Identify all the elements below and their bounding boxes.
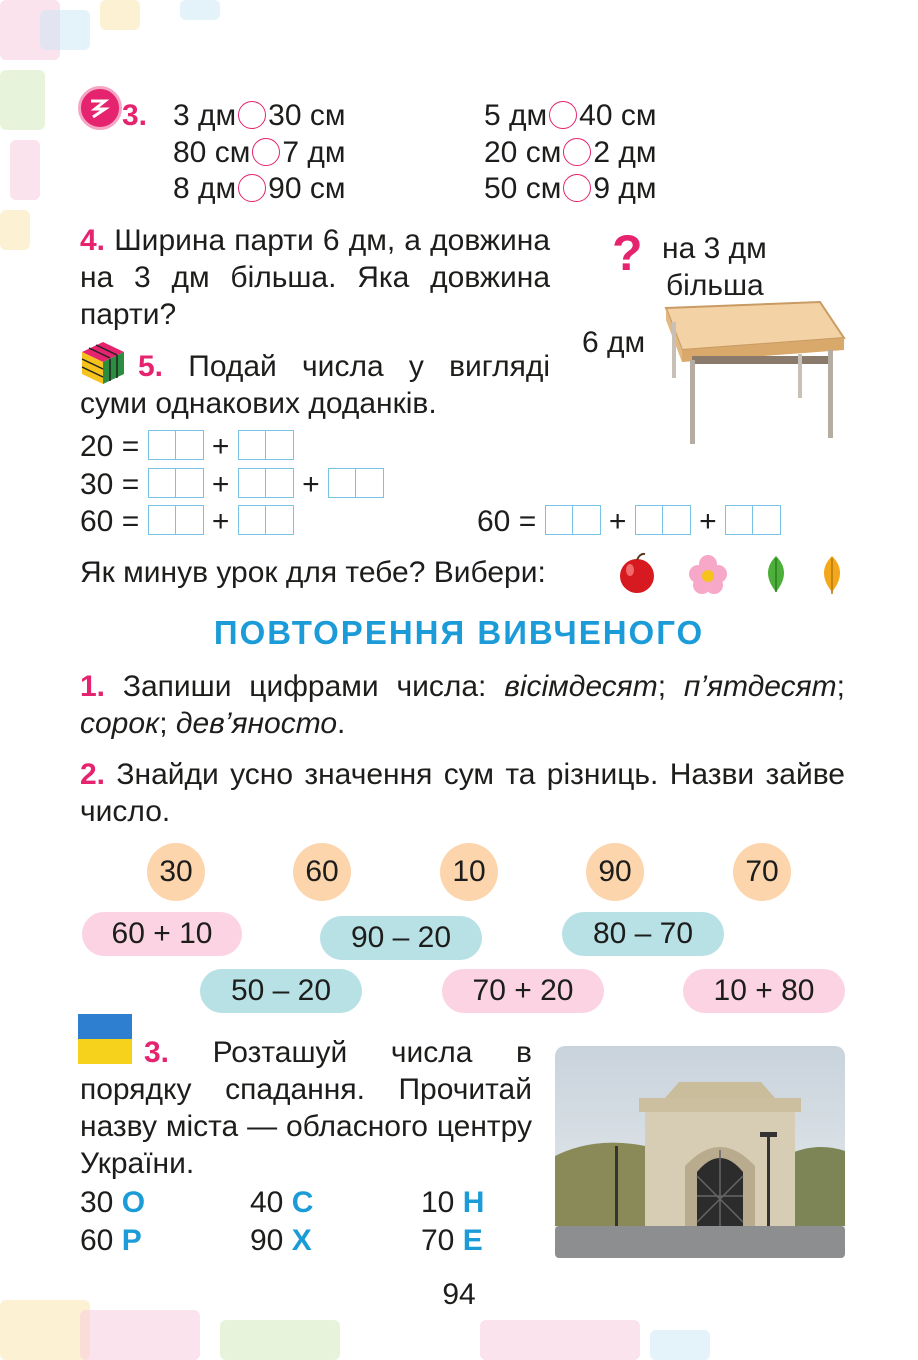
sum-number: 20 = <box>80 430 140 463</box>
compare-circle[interactable] <box>238 101 266 129</box>
page-number: 94 <box>442 1278 476 1311</box>
sum-row <box>477 503 781 540</box>
number-circle[interactable]: 60 <box>293 843 351 901</box>
word-eighty: вісімдесят <box>504 670 658 703</box>
answer-box[interactable] <box>545 505 601 535</box>
ex3-term: 90 см <box>268 172 346 205</box>
separator: ; <box>159 707 176 740</box>
sum-number: 60 = <box>477 505 537 538</box>
plus-sign: + <box>211 468 230 501</box>
ex3-term: 40 см <box>579 99 657 132</box>
number-letter-pair <box>250 1184 313 1221</box>
sum-row <box>80 428 294 465</box>
ex3-row <box>484 97 657 134</box>
city-gate-photo <box>555 1046 845 1258</box>
plus-sign: + <box>211 505 230 538</box>
ex4-body: Ширина парти 6 дм, а довжина на 3 дм більша. Яка довжина парти? <box>80 224 551 331</box>
compare-circle[interactable] <box>563 138 591 166</box>
number-circle[interactable]: 30 <box>147 843 205 901</box>
expression-pill[interactable]: 10 + 80 <box>683 969 845 1013</box>
compare-circle[interactable] <box>238 174 266 202</box>
separator: . <box>337 707 346 740</box>
pair-number: 10 <box>421 1186 455 1219</box>
pair-number: 40 <box>250 1186 284 1219</box>
yellow-leaf-icon[interactable] <box>824 556 840 594</box>
pair-number: 30 <box>80 1186 114 1219</box>
pair-letter: Р <box>121 1224 142 1257</box>
ex3-icon <box>78 86 122 130</box>
ex3-row <box>173 170 346 207</box>
ex3-row <box>484 134 657 171</box>
number-letter-pair <box>421 1184 484 1221</box>
ex3-row <box>484 170 657 207</box>
answer-box[interactable] <box>238 468 294 498</box>
pair-letter: Х <box>291 1224 312 1257</box>
ex3-term: 9 дм <box>593 172 657 205</box>
number-circle[interactable]: 10 <box>440 843 498 901</box>
pair-number: 60 <box>80 1224 114 1257</box>
desk-label-width: 6 дм <box>582 326 646 359</box>
number-letter-pair <box>421 1222 483 1259</box>
green-leaf-icon[interactable] <box>768 556 784 592</box>
plus-sign: + <box>302 468 320 501</box>
question-mark: ? <box>612 225 643 281</box>
answer-box[interactable] <box>635 505 691 535</box>
review1-body: Запиши цифрами числа: <box>122 670 505 703</box>
review1-text <box>80 668 845 742</box>
word-forty: сорок <box>80 707 160 740</box>
ex3-term: 2 дм <box>593 136 657 169</box>
plus-sign: + <box>608 505 627 538</box>
answer-box[interactable] <box>725 505 781 535</box>
pair-number: 90 <box>250 1224 284 1257</box>
ex4-number: 4. <box>80 224 106 257</box>
compare-circle[interactable] <box>549 101 577 129</box>
expression-pill[interactable]: 80 – 70 <box>562 912 724 956</box>
ex3-term: 30 см <box>268 99 346 132</box>
ex5-body: Подай числа у вигляді суми однакових доданків. <box>80 350 551 420</box>
number-letter-pair <box>80 1222 142 1259</box>
ex5-number: 5. <box>138 350 164 383</box>
ex3-term: 5 дм <box>484 99 548 132</box>
expression-pill[interactable]: 90 – 20 <box>320 916 482 960</box>
ex3-row <box>173 134 346 171</box>
ex3-term: 80 см <box>173 136 251 169</box>
compare-circle[interactable] <box>563 174 591 202</box>
ex3-term: 20 см <box>484 136 562 169</box>
expression-pill[interactable]: 60 + 10 <box>82 912 242 956</box>
review2-number: 2. <box>80 758 106 791</box>
mood-choices <box>616 550 856 596</box>
answer-box[interactable] <box>328 468 384 498</box>
pair-letter: Е <box>462 1224 483 1257</box>
number-circle[interactable]: 70 <box>733 843 791 901</box>
desk-illustration <box>652 300 848 450</box>
number-letter-pair <box>80 1184 145 1221</box>
compare-circle[interactable] <box>252 138 280 166</box>
review3-body: Розташуй числа в порядку спадання. Прочитай назву міста — обласного центру України. <box>80 1036 532 1180</box>
ex3-term: 7 дм <box>282 136 346 169</box>
flower-icon[interactable] <box>689 555 727 594</box>
pair-letter: Н <box>462 1186 485 1219</box>
number-letter-pair <box>250 1222 312 1259</box>
sum-row <box>80 503 294 540</box>
answer-box[interactable] <box>238 505 294 535</box>
desk-label-more: більша <box>666 269 764 302</box>
plus-sign: + <box>211 430 230 463</box>
ex3-term: 3 дм <box>173 99 237 132</box>
section-title: ПОВТОРЕННЯ ВИВЧЕНОГО <box>213 614 705 651</box>
separator: ; <box>657 670 684 703</box>
ex3-term: 8 дм <box>173 172 237 205</box>
ex3-term: 50 см <box>484 172 562 205</box>
review3-text <box>80 1034 532 1182</box>
separator: ; <box>836 670 845 703</box>
answer-box[interactable] <box>238 430 294 460</box>
review1-number: 1. <box>80 670 106 703</box>
sum-number: 30 = <box>80 468 140 501</box>
word-fifty: п’ятдесят <box>683 670 837 703</box>
review2-body: Знайди усно значення сум та різниць. Назви зайве число. <box>80 758 845 828</box>
ex3-number: 3. <box>122 99 148 132</box>
apple-icon[interactable] <box>620 554 654 593</box>
sum-number: 60 = <box>80 505 140 538</box>
word-ninety: дев’яносто <box>175 707 338 740</box>
answer-box[interactable] <box>148 430 204 460</box>
expression-pill[interactable]: 70 + 20 <box>442 969 604 1013</box>
answer-box[interactable] <box>148 505 204 535</box>
plus-sign: + <box>699 505 717 538</box>
reflection-prompt: Як минув урок для тебе? Вибери: <box>80 556 546 589</box>
number-circle[interactable]: 90 <box>586 843 644 901</box>
expression-pill[interactable]: 50 – 20 <box>200 969 362 1013</box>
pair-letter: С <box>291 1186 314 1219</box>
review3-number: 3. <box>144 1036 170 1069</box>
pair-letter: О <box>121 1186 146 1219</box>
ex3-row <box>173 97 346 134</box>
desk-label-length: на 3 дм <box>662 232 767 265</box>
answer-box[interactable] <box>148 468 204 498</box>
review2-text <box>80 756 845 830</box>
sum-row <box>80 466 384 503</box>
ex4-text <box>80 222 550 333</box>
pair-number: 70 <box>421 1224 455 1257</box>
ex5-text <box>80 348 550 422</box>
